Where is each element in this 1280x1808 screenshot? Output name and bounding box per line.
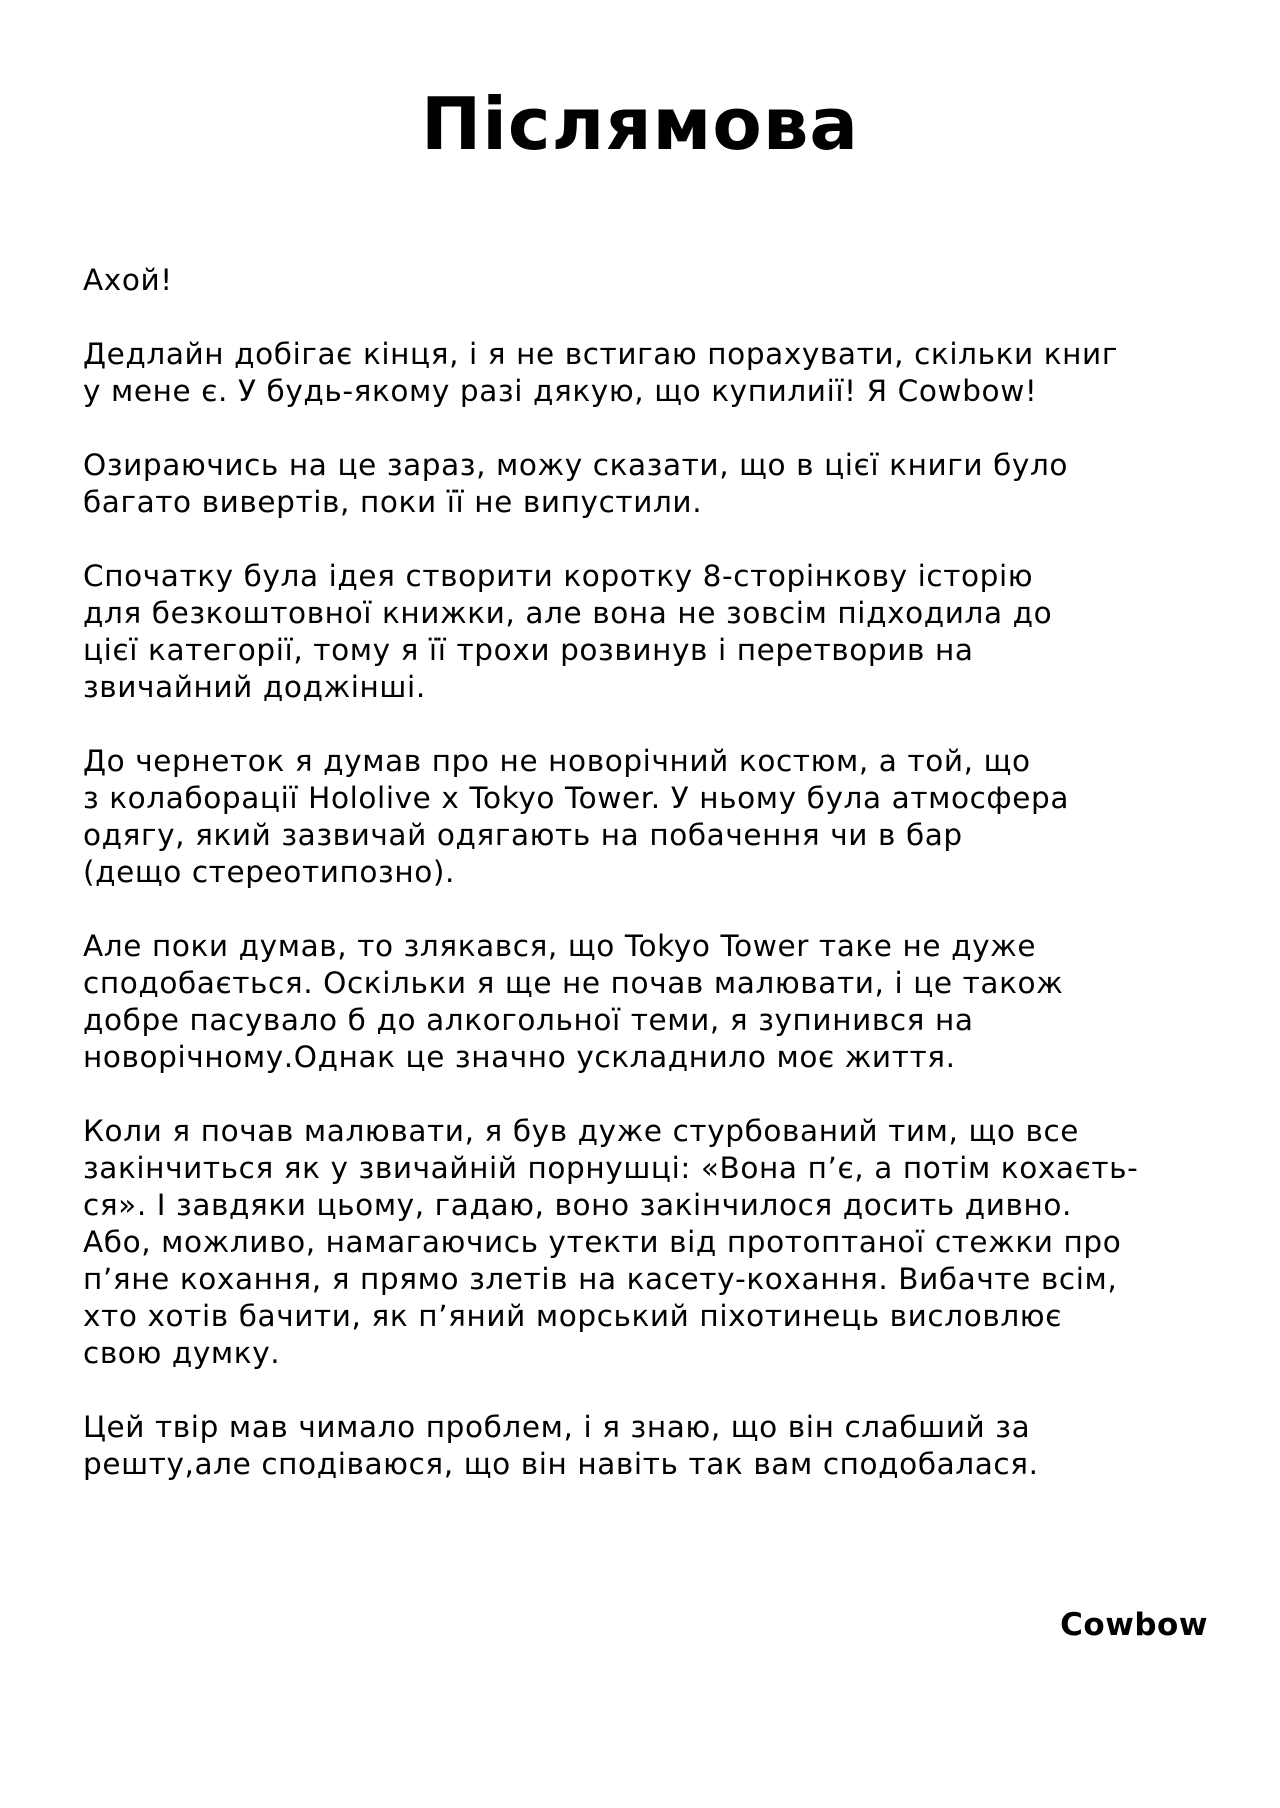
text-line: ся». І завдяки цьому, гадаю, воно закінчилося досить дивно.	[83, 1188, 1073, 1222]
text-line: (дещо стереотипозно).	[83, 855, 455, 889]
text-line: добре пасувало б до алкогольної теми, я зупинився на	[83, 1003, 974, 1037]
page-title: Післямова	[420, 82, 860, 166]
text-line: у мене є. У будь-якому разі дякую, що купилиії! Я Cowbow!	[83, 374, 1038, 408]
text-line: решту,але сподіваюся, що він навіть так вам сподобалася.	[83, 1447, 1039, 1481]
text-line: закінчиться як у звичайній порнушці: «Вона п’є, а потім кохаєть-	[83, 1151, 1139, 1185]
text-line: Але поки думав, то злякався, що Tokyo Tower таке не дуже	[83, 929, 1037, 963]
text-line: багато вивертів, поки її не випустили.	[83, 485, 703, 519]
text-line: новорічному.Однак це значно ускладнило моє життя.	[83, 1040, 956, 1074]
text-line: Або, можливо, намагаючись утекти від протоптаної стежки про	[83, 1225, 1122, 1259]
paragraph-drawing	[83, 1113, 1203, 1372]
text-line: До чернеток я думав про не новорічний костюм, а той, що	[83, 744, 1031, 778]
text-line: Ахой!	[83, 263, 173, 297]
text-line: свою думку.	[83, 1336, 281, 1370]
paragraph-deadline	[83, 336, 1203, 410]
text-line: звичайний доджінші.	[83, 670, 426, 704]
text-line: Озираючись на це зараз, можу сказати, що в цієї книги було	[83, 448, 1069, 482]
afterword-body	[83, 262, 1203, 1520]
text-line: п’яне кохання, я прямо злетів на касету-кохання. Вибачте всім,	[83, 1262, 1118, 1296]
text-line: Спочатку була ідея створити коротку 8-сторінкову історію	[83, 559, 1034, 593]
text-line: Цей твір мав чимало проблем, і я знаю, що він слабший за	[83, 1410, 1031, 1444]
text-line: для безкоштовної книжки, але вона не зовсім підходила до	[83, 596, 1053, 630]
paragraph-initial-idea	[83, 558, 1203, 706]
paragraph-closing	[83, 1409, 1203, 1483]
paragraph-greeting	[83, 262, 1203, 299]
author-signature: Cowbow	[1060, 1607, 1208, 1643]
paragraph-looking-back	[83, 447, 1203, 521]
text-line: цієї категорії, тому я її трохи розвинув і перетворив на	[83, 633, 974, 667]
paragraph-costume	[83, 743, 1203, 891]
text-line: хто хотів бачити, як п’яний морський піхотинець висловлює	[83, 1299, 1063, 1333]
paragraph-new-year	[83, 928, 1203, 1076]
text-line: сподобається. Оскільки я ще не почав малювати, і це також	[83, 966, 1064, 1000]
text-line: Дедлайн добігає кінця, і я не встигаю порахувати, скільки книг	[83, 337, 1118, 371]
text-line: Коли я почав малювати, я був дуже стурбований тим, що все	[83, 1114, 1080, 1148]
text-line: з колаборації Hololive x Tokyo Tower. У ньому була атмосфера	[83, 781, 1070, 815]
text-line: одягу, який зазвичай одягають на побачення чи в бар	[83, 818, 963, 852]
